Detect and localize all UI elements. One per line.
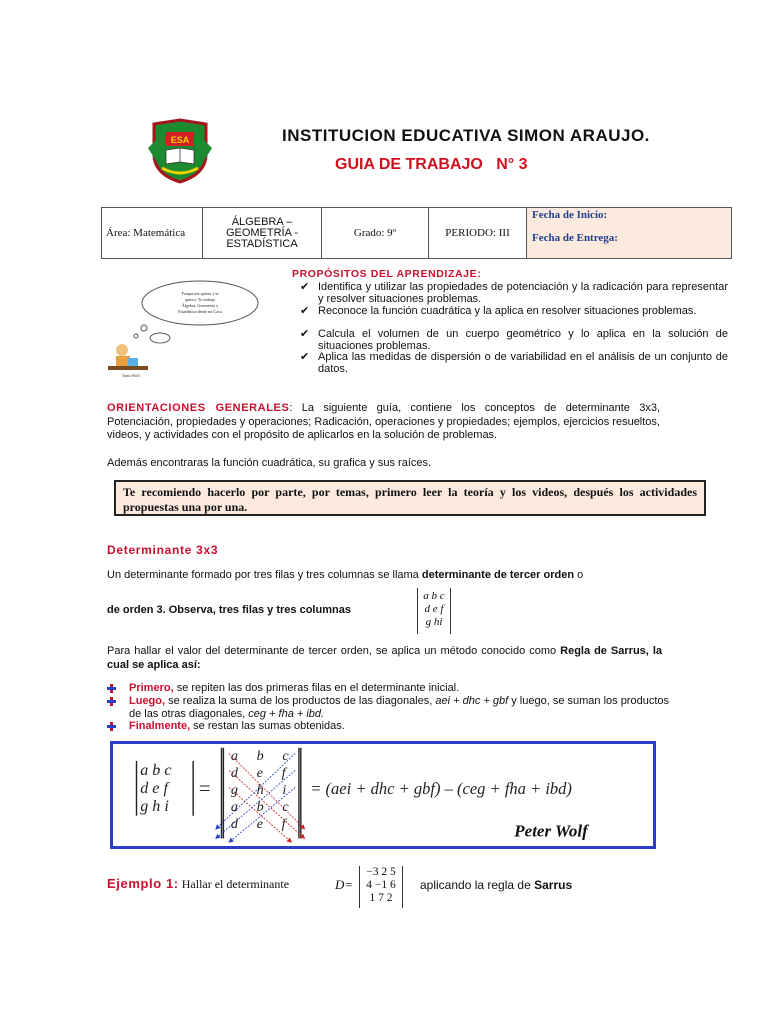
end-date-label: Fecha de Entrega: — [532, 232, 618, 244]
orientations-extra: Además encontraras la función cuadrática, su grafica y sus raíces. — [107, 457, 432, 469]
school-crest-logo — [148, 118, 212, 184]
purpose-item: ✔ Reconoce la función cuadrática y la aplica en resolver situaciones problemas. — [300, 305, 697, 317]
equals-sign: = — [198, 777, 211, 800]
determinant-order-text: de orden 3. Observa, tres filas y tres columnas — [107, 604, 351, 616]
svg-text:quiero, Yo trabajo: quiero, Yo trabajo — [184, 297, 216, 302]
svg-text:ESA: ESA — [170, 135, 190, 145]
orientations-title: ORIENTACIONES GENERALES — [107, 402, 290, 414]
subject-cell: ÁLGEBRA – GEOMETRÍA - ESTADÍSTICA — [203, 208, 322, 258]
determinant-variable: D= — [335, 877, 354, 892]
determinant-matrix: a b c d e f g hi — [417, 588, 451, 634]
sarrus-rule-figure — [110, 741, 656, 849]
svg-text:Porque me quiero y te: Porque me quiero y te — [181, 291, 219, 296]
left-matrix-row: g h i — [140, 798, 169, 816]
example-title: Ejemplo 1: — [107, 876, 179, 891]
left-matrix-row: d e f — [140, 780, 168, 798]
determinant-definition: Un determinante formado por tres filas y tres columnas se llama determinante de tercer orden o — [107, 569, 584, 581]
area-cell: Área: Matemática — [102, 208, 203, 258]
author-signature: Peter Wolf — [514, 821, 588, 841]
extended-matrix-row: d e f — [230, 765, 294, 782]
info-table — [101, 207, 732, 259]
extended-matrix-row: g h i — [230, 782, 294, 799]
purpose-item: ✔ Identifica y utilizar las propiedades de potenciación y la radicación para representar y resolver situaciones problemas. — [300, 281, 728, 305]
student-thinking-illustration — [100, 278, 270, 378]
sarrus-formula: = (aei + dhc + gbf) – (ceg + fha + ibd) — [310, 779, 572, 799]
recommendation-box: Te recomiendo hacerlo por parte, por temas, primero leer la teoría y los videos, después los actividades propuestas una por una. — [114, 480, 706, 516]
grade-cell: Grado: 9º — [322, 208, 429, 258]
sarrus-intro: Para hallar el valor del determinante de tercer orden, se aplica un método conocido como Regla de Sarrus, la cual se aplica así: — [107, 645, 663, 671]
purposes-title: PROPÓSITOS DEL APRENDIZAJE: — [292, 268, 482, 280]
extended-matrix-row: a b c — [230, 748, 297, 765]
svg-text:Tania Wolf: Tania Wolf — [122, 373, 140, 378]
start-date-label: Fecha de Inicio: — [532, 209, 608, 221]
bullet-icon — [107, 684, 116, 693]
example-matrix: −3 2 5 4 −1 6 1 7 2 — [359, 866, 403, 908]
bullet-icon — [107, 722, 116, 731]
period-cell: PERIODO: III — [429, 208, 527, 258]
determinant-title: Determinante 3x3 — [107, 543, 219, 557]
orientations-paragraph: ORIENTACIONES GENERALES: La siguiente guía, contiene los conceptos de determinante 3x3, Potenciación, propiedades y operaciones; Radicación, operaciones y propiedades; ejemplos, ejercicios resueltos, videos, y actividades con el propósito de aplicarlos en la solución de problemas. — [107, 402, 660, 441]
purpose-item: ✔ Calcula el volumen de un cuerpo geométrico y lo aplica en la solución de situaciones problemas. — [300, 328, 728, 352]
dates-cell — [527, 208, 731, 258]
extended-matrix-row: a b c — [230, 799, 297, 816]
bullet-icon — [107, 697, 116, 706]
example-method: aplicando la regla de Sarrus — [420, 878, 573, 892]
guide-title: GUIA DE TRABAJO N° 3 — [335, 156, 528, 173]
institution-name: INSTITUCION EDUCATIVA SIMON ARAUJO. — [282, 126, 650, 145]
svg-text:Álgebra, Geometría y: Álgebra, Geometría y — [181, 303, 219, 308]
purpose-item: ✔ Aplica las medidas de dispersión o de variabilidad en el análisis de un conjunto de datos. — [300, 351, 728, 375]
extended-matrix-row: d e f — [230, 816, 294, 833]
example-line: Ejemplo 1: Hallar el determinante — [107, 876, 290, 891]
left-matrix-row: a b c — [140, 762, 172, 780]
svg-text:Estadística desde mi Casa: Estadística desde mi Casa — [178, 309, 222, 314]
